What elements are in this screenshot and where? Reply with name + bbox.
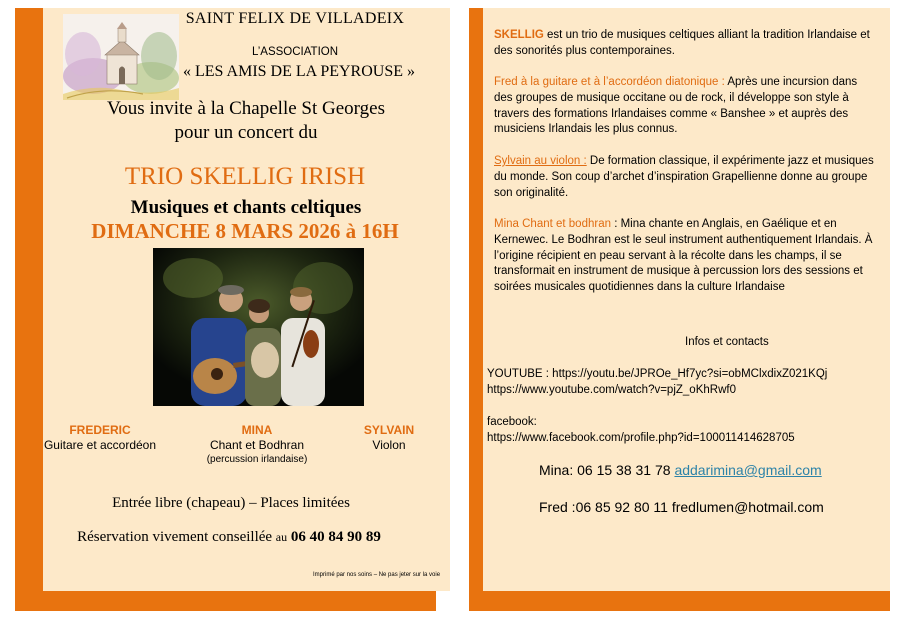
association-label: L’ASSOCIATION <box>251 46 339 58</box>
sylvain-text: De formation classique, il expérimente jazz et musiques du monde. Son coup d’archet d’inspiration Grapellienne donne au groupe son originalité. <box>494 155 874 199</box>
chapel-painting-image <box>63 14 179 100</box>
mina-paragraph <box>494 217 874 296</box>
printed-note: Imprimé par nos soins – Ne pas jeter sur la voie <box>313 572 441 578</box>
musician-name-mina: MINA <box>241 423 273 437</box>
band-photo <box>153 248 364 406</box>
fred-paragraph <box>494 75 874 138</box>
musician-role-frederic: Guitare et accordéon <box>43 438 157 452</box>
intro-brand: SKELLIG <box>494 29 544 41</box>
flyer-paper <box>43 8 450 591</box>
mina-label: Mina Chant et bodhran <box>494 218 611 230</box>
reservation-info <box>77 529 381 546</box>
flyer-page <box>15 8 441 611</box>
fred-text: Après une incursion dans des groupes de musique occitane ou de rock, il développe son style à travers des formations Irlandaises comme « Banshee » et auprès des musiciens Irlandais les plus connus. <box>494 76 858 136</box>
fred-contact: Fred :06 85 92 80 11 fredlumen@hotmail.com <box>539 499 824 515</box>
band-title: TRIO SKELLIG IRISH <box>124 163 366 190</box>
reservation-au: au <box>275 530 288 544</box>
mina-contact-phone: Mina: 06 15 38 31 78 <box>539 462 675 478</box>
entry-info: Entrée libre (chapeau) – Places limitées <box>112 495 350 511</box>
town-name: SAINT FELIX DE VILLADEIX <box>185 10 405 27</box>
reservation-phone: 06 40 84 90 89 <box>290 529 381 545</box>
sylvain-label: Sylvain au violon : <box>494 155 587 167</box>
mina-text: : Mina chante en Anglais, en Gaélique et en Kernewec. Le Bodhran est le seul instrument authentiquement Irlandais. À l’origine récipient en peau servant à la récolte dans les champs, il se transformait en instrument de musique à percussion lors des sessions et soirées musicales quotidiennes dans la culture Irlandaise <box>494 218 873 294</box>
facebook-link[interactable]: https://www.facebook.com/profile.php?id=100011414628705 <box>487 432 795 444</box>
musician-name-frederic: FREDERIC <box>69 423 131 437</box>
intro-text: est un trio de musiques celtiques alliant la tradition Irlandaise et des sonorités plus contemporaines. <box>494 29 870 57</box>
association-name: « LES AMIS DE LA PEYROUSE » <box>182 63 416 80</box>
info-paper <box>483 8 890 591</box>
mina-email-link[interactable]: addarimina@gmail.com <box>674 462 822 478</box>
facebook-label: facebook: <box>487 416 537 428</box>
youtube-link-2[interactable]: https://www.youtube.com/watch?v=pjZ_oKhRwf0 <box>487 384 736 396</box>
reservation-label: Réservation vivement conseillée <box>77 529 273 545</box>
invitation-line-1: Vous invite à la Chapelle St Georges <box>107 98 385 119</box>
sylvain-paragraph <box>494 154 874 201</box>
youtube-link-1[interactable]: YOUTUBE : https://youtu.be/JPROe_Hf7yc?si=obMClxdixZ021KQj <box>487 368 828 380</box>
contacts-title: Infos et contacts <box>685 336 769 348</box>
musician-note-mina: (percussion irlandaise) <box>206 454 308 465</box>
mina-contact <box>539 462 822 478</box>
concert-date: DIMANCHE 8 MARS 2026 à 16H <box>91 219 399 243</box>
fred-label: Fred à la guitare et à l’accordéon diatonique : <box>494 76 725 88</box>
concert-subtitle: Musiques et chants celtiques <box>130 197 362 218</box>
musician-name-sylvain: SYLVAIN <box>363 423 415 437</box>
musician-role-mina: Chant et Bodhran <box>209 438 305 452</box>
intro-paragraph <box>494 28 874 60</box>
musician-role-sylvain: Violon <box>372 438 406 452</box>
info-page <box>469 8 890 611</box>
invitation-line-2: pour un concert du <box>174 122 318 143</box>
